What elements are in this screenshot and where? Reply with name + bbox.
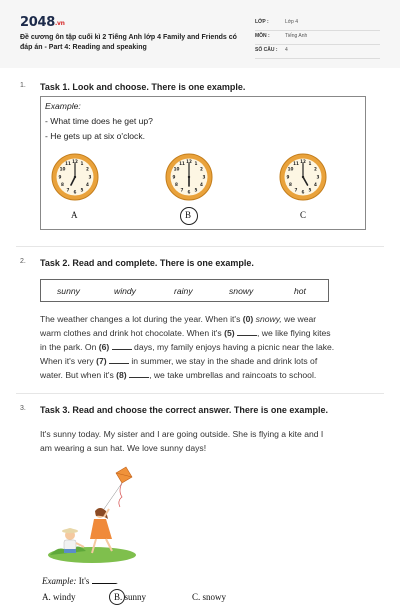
passage-line: in the park. On (6) days, my family enjoys having a picnic near the lake. xyxy=(40,342,335,352)
task3-passage xyxy=(40,427,385,455)
svg-text:8: 8 xyxy=(61,182,64,187)
task1-title: Task 1. Look and choose. There is one example. xyxy=(40,82,246,92)
svg-text:1: 1 xyxy=(194,161,198,166)
svg-text:8: 8 xyxy=(175,182,178,187)
task1-option-c[interactable]: C xyxy=(300,210,307,220)
svg-text:4: 4 xyxy=(86,182,89,187)
svg-text:3: 3 xyxy=(202,174,206,180)
svg-text:2: 2 xyxy=(314,166,317,172)
word-bank xyxy=(40,279,329,302)
svg-text:7: 7 xyxy=(294,187,298,193)
clock-six-icon xyxy=(164,152,214,202)
meta-value: Lớp 4 xyxy=(285,19,299,25)
example-question: - What time does he get up? xyxy=(45,116,153,126)
meta-value: 4 xyxy=(285,47,288,53)
svg-text:7: 7 xyxy=(66,187,70,193)
task2-title: Task 2. Read and complete. There is one example. xyxy=(40,258,254,268)
meta-class xyxy=(255,16,380,31)
choice-b[interactable]: B. sunny xyxy=(114,592,147,602)
svg-text:7: 7 xyxy=(180,187,184,193)
word-bank-item: sunny xyxy=(57,286,80,296)
section-divider xyxy=(16,246,384,247)
passage-line: water. But when it's (8) , we take umbrellas and raincoats to school. xyxy=(40,370,317,380)
svg-text:12: 12 xyxy=(300,159,306,164)
meta-question-count xyxy=(255,44,380,59)
svg-text:12: 12 xyxy=(72,159,78,164)
svg-text:8: 8 xyxy=(289,182,292,187)
meta-value: Tiếng Anh xyxy=(285,33,308,39)
task3-example: Example: It's . xyxy=(42,576,118,586)
choice-c[interactable]: C. snowy xyxy=(192,592,227,602)
clock-five-icon xyxy=(278,152,328,202)
svg-text:10: 10 xyxy=(59,166,66,172)
answer-blank[interactable] xyxy=(112,341,132,350)
svg-text:9: 9 xyxy=(172,174,176,180)
svg-text:6: 6 xyxy=(73,189,77,195)
meta-key: MÔN : xyxy=(255,33,270,39)
svg-text:9: 9 xyxy=(58,174,62,180)
svg-text:1: 1 xyxy=(308,161,312,166)
choice-a[interactable]: A. windy xyxy=(42,592,76,602)
svg-text:3: 3 xyxy=(88,174,92,180)
word-bank-item: hot xyxy=(294,286,306,296)
svg-text:2: 2 xyxy=(200,166,203,172)
meta-key: LỚP : xyxy=(255,19,269,25)
svg-text:11: 11 xyxy=(179,161,185,166)
kite-flying-illustration xyxy=(46,463,138,563)
meta-subject xyxy=(255,30,380,45)
answer-blank[interactable] xyxy=(109,355,129,364)
svg-text:2: 2 xyxy=(86,166,89,172)
example-label: Example: xyxy=(42,576,77,586)
example-answer: - He gets up at six o'clock. xyxy=(45,131,146,141)
svg-text:4: 4 xyxy=(314,182,317,187)
task2-number: 2. xyxy=(20,258,26,265)
task2-passage xyxy=(40,312,380,382)
svg-text:5: 5 xyxy=(194,187,198,193)
section-divider xyxy=(16,393,384,394)
svg-text:4: 4 xyxy=(200,182,203,187)
svg-text:11: 11 xyxy=(65,161,71,166)
site-logo[interactable] xyxy=(20,15,65,30)
svg-text:11: 11 xyxy=(293,161,299,166)
task3-title: Task 3. Read and choose the correct answer. There is one example. xyxy=(40,405,328,415)
task1-option-b[interactable]: B xyxy=(185,210,192,220)
passage-line: am wearing a sun hat. We love sunny days! xyxy=(40,443,207,453)
word-bank-item: windy xyxy=(114,286,136,296)
svg-text:9: 9 xyxy=(286,174,290,180)
clock-seven-icon xyxy=(50,152,100,202)
svg-text:5: 5 xyxy=(80,187,84,193)
logo-suffix: .vn xyxy=(54,20,65,27)
meta-key: SỐ CÂU : xyxy=(255,47,278,53)
passage-line: The weather changes a lot during the year. When it's (0) snowy, we wear xyxy=(40,314,317,324)
svg-text:6: 6 xyxy=(187,189,191,195)
document-header xyxy=(0,0,400,68)
answer-blank[interactable] xyxy=(129,369,149,378)
word-bank-item: rainy xyxy=(174,286,193,296)
svg-text:10: 10 xyxy=(173,166,180,172)
passage-line: It's sunny today. My sister and I are going outside. She is flying a kite and I xyxy=(40,429,324,439)
example-label: Example: xyxy=(45,101,81,111)
answer-blank[interactable] xyxy=(237,327,257,336)
task1-option-a[interactable]: A xyxy=(71,210,78,220)
task3-number: 3. xyxy=(20,405,26,412)
svg-text:10: 10 xyxy=(287,166,294,172)
passage-line: warm clothes and drink hot chocolate. When it's (5) , we like flying kites xyxy=(40,328,331,338)
task1-number: 1. xyxy=(20,82,26,89)
logo-text: 2048 xyxy=(20,15,55,30)
word-bank-item: snowy xyxy=(229,286,254,296)
svg-text:3: 3 xyxy=(316,174,320,180)
svg-text:5: 5 xyxy=(308,187,312,193)
svg-text:6: 6 xyxy=(301,189,305,195)
svg-text:12: 12 xyxy=(186,159,192,164)
svg-text:1: 1 xyxy=(80,161,84,166)
document-title: Đề cương ôn tập cuối kì 2 Tiếng Anh lớp 4 Family and Friends có đáp án - Part 4: Reading and speaking xyxy=(20,34,237,51)
passage-line: When it's very (7) in summer, we stay in the shade and drink lots of xyxy=(40,356,318,366)
answer-blank[interactable] xyxy=(92,575,116,584)
